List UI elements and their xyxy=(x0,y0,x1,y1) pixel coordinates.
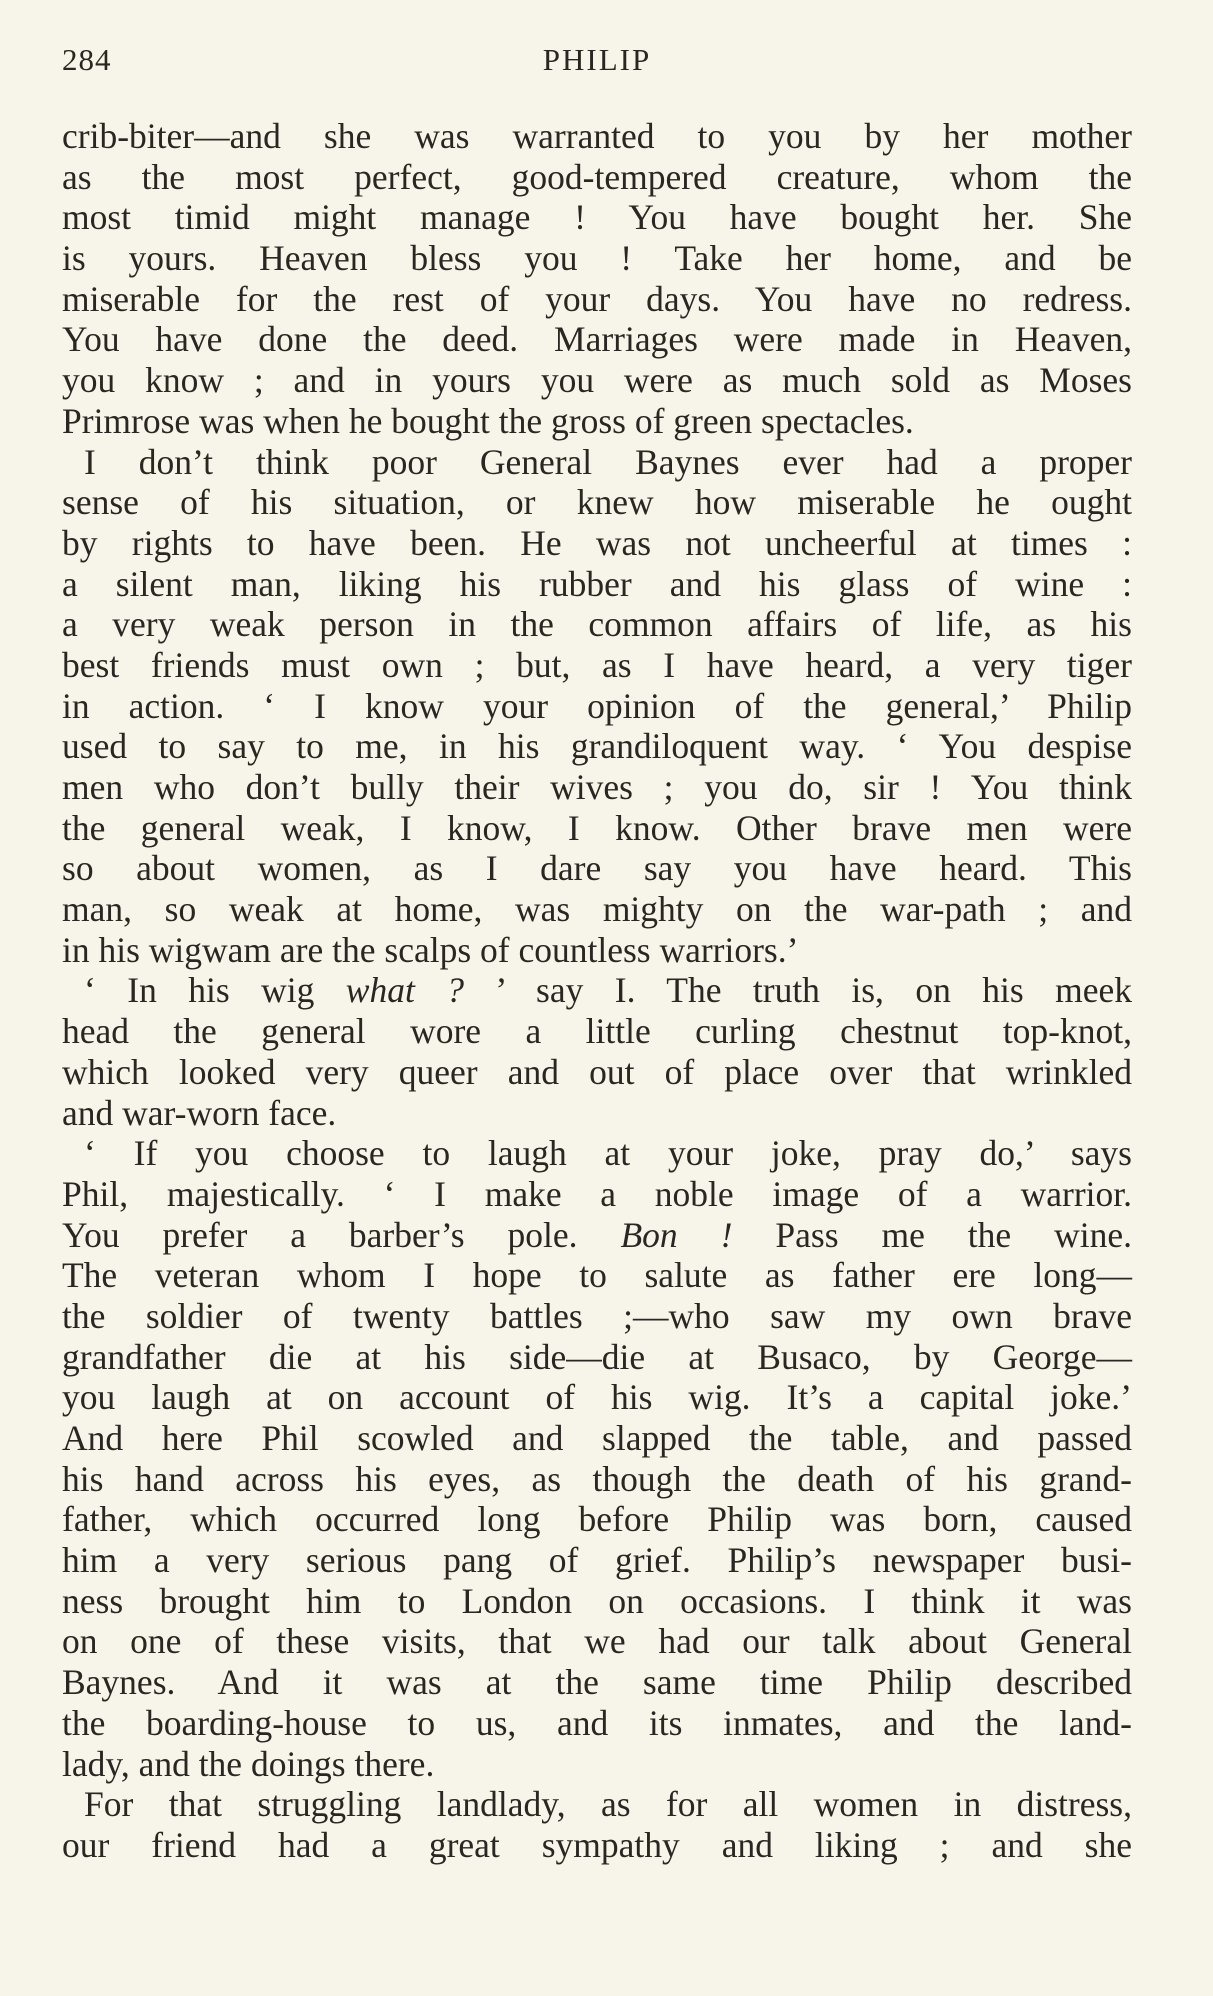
text-line-content: most timid might manage ! You have bought her. She xyxy=(62,197,1132,238)
text-line xyxy=(62,930,1132,971)
text-line xyxy=(62,970,1132,1011)
text-line xyxy=(62,401,1132,442)
book-page xyxy=(62,38,1132,1866)
text-line xyxy=(62,1662,1132,1703)
text-line xyxy=(62,1621,1132,1662)
text-line xyxy=(62,1093,1132,1134)
text-line-content: which looked very queer and out of place over that wrinkled xyxy=(62,1051,1132,1092)
text-line xyxy=(62,1337,1132,1378)
text-line xyxy=(62,523,1132,564)
text-line-content: his hand across his eyes, as though the death of his grand- xyxy=(62,1458,1132,1499)
text-line-content: Baynes. And it was at the same time Philip described xyxy=(62,1662,1132,1703)
text-line-content: father, which occurred long before Philip was born, caused xyxy=(62,1499,1132,1540)
text-line-content: on one of these visits, that we had our talk about General xyxy=(62,1621,1132,1662)
text-line-content: sense of his situation, or knew how miserable he ought xyxy=(62,482,1132,523)
text-line-content: You have done the deed. Marriages were made in Heaven, xyxy=(62,319,1132,360)
body-text xyxy=(62,116,1132,1866)
text-line xyxy=(62,279,1132,320)
text-line xyxy=(62,482,1132,523)
text-line xyxy=(62,1052,1132,1093)
text-line-content: the soldier of twenty battles ;—who saw my own brave xyxy=(62,1295,1132,1336)
text-line-content: him a very serious pang of grief. Philip’s newspaper busi- xyxy=(62,1540,1132,1581)
text-line-content: the general weak, I know, I know. Other brave men were xyxy=(62,807,1132,848)
text-line xyxy=(62,319,1132,360)
text-line xyxy=(62,1459,1132,1500)
text-line xyxy=(62,1744,1132,1785)
text-line-content: ‘ If you choose to laugh at your joke, pray do,’ says xyxy=(84,1133,1132,1174)
text-line-content: Phil, majestically. ‘ I make a noble image of a warrior. xyxy=(62,1173,1132,1214)
text-line-content: the boarding-house to us, and its inmates, and the land- xyxy=(62,1702,1132,1743)
text-line xyxy=(62,1296,1132,1337)
text-line-content: men who don’t bully their wives ; you do, sir ! You think xyxy=(62,767,1132,807)
text-line xyxy=(62,1825,1132,1866)
text-line xyxy=(62,645,1132,686)
text-line-content: And here Phil scowled and slapped the table, and passed xyxy=(62,1418,1132,1458)
text-line-content: ‘ In his wig what ? ’ say I. The truth is, on his meek xyxy=(84,970,1132,1011)
text-line xyxy=(62,238,1132,279)
text-line xyxy=(62,157,1132,198)
text-line xyxy=(62,1499,1132,1540)
text-line-content: a silent man, liking his rubber and his glass of wine : xyxy=(62,563,1132,604)
text-line-content: and war-worn face. xyxy=(62,1092,337,1133)
text-line xyxy=(62,604,1132,645)
page-number: 284 xyxy=(62,42,112,77)
text-line xyxy=(62,1011,1132,1052)
text-line-content: as the most perfect, good-tempered creature, whom the xyxy=(62,156,1132,197)
text-line xyxy=(62,808,1132,849)
text-line-content: in action. ‘ I know your opinion of the general,’ Philip xyxy=(62,685,1132,726)
text-line-content: a very weak person in the common affairs of life, as his xyxy=(62,604,1132,645)
text-line xyxy=(62,197,1132,238)
text-line xyxy=(62,767,1132,808)
text-line-content: The veteran whom I hope to salute as father ere long— xyxy=(62,1255,1132,1296)
text-line-content: you know ; and in yours you were as much sold as Moses xyxy=(62,360,1132,401)
text-line xyxy=(62,1418,1132,1459)
text-line xyxy=(62,1133,1132,1174)
text-line-content: I don’t think poor General Baynes ever had a proper xyxy=(84,441,1132,482)
text-line-content: you laugh at on account of his wig. It’s a capital joke.’ xyxy=(62,1377,1132,1418)
text-line xyxy=(62,564,1132,605)
text-line xyxy=(62,1581,1132,1622)
text-line xyxy=(62,360,1132,401)
text-line xyxy=(62,1377,1132,1418)
text-line-content: best friends must own ; but, as I have heard, a very tiger xyxy=(62,644,1132,685)
text-line-content: miserable for the rest of your days. You have no redress. xyxy=(62,278,1132,319)
text-line-content: head the general wore a little curling chestnut top-knot, xyxy=(62,1011,1132,1052)
text-line-content: You prefer a barber’s pole. Bon ! Pass me the wine. xyxy=(62,1214,1132,1255)
text-line-content: lady, and the doings there. xyxy=(62,1743,435,1784)
text-line-content: grandfather die at his side—die at Busaco, by George— xyxy=(62,1336,1132,1377)
text-line-content: crib-biter—and she was warranted to you by her mother xyxy=(62,116,1132,156)
text-line-content: in his wigwam are the scalps of countless warriors.’ xyxy=(62,929,799,970)
text-line-content: so about women, as I dare say you have heard. This xyxy=(62,848,1132,889)
running-title: PHILIP xyxy=(542,42,652,77)
text-line xyxy=(62,1703,1132,1744)
text-line xyxy=(62,1174,1132,1215)
text-line-content: Primrose was when he bought the gross of green spectacles. xyxy=(62,400,914,441)
text-line xyxy=(62,889,1132,930)
text-line-content: is yours. Heaven bless you ! Take her home, and be xyxy=(62,238,1132,279)
text-line xyxy=(62,442,1132,483)
text-line xyxy=(62,116,1132,157)
page-header xyxy=(62,38,1132,82)
text-line xyxy=(62,726,1132,767)
text-line-content: man, so weak at home, was mighty on the war-path ; and xyxy=(62,889,1132,930)
text-line-content: used to say to me, in his grandiloquent way. ‘ You despise xyxy=(62,726,1132,767)
text-line-content: For that struggling landlady, as for all women in distress, xyxy=(84,1784,1132,1825)
text-line xyxy=(62,686,1132,727)
text-line xyxy=(62,1784,1132,1825)
text-line-content: ness brought him to London on occasions. I think it was xyxy=(62,1580,1132,1621)
text-line xyxy=(62,1215,1132,1256)
text-line-content: our friend had a great sympathy and liking ; and she xyxy=(62,1824,1132,1865)
text-line xyxy=(62,1540,1132,1581)
text-line-content: by rights to have been. He was not uncheerful at times : xyxy=(62,522,1132,563)
text-line xyxy=(62,1255,1132,1296)
text-line xyxy=(62,848,1132,889)
